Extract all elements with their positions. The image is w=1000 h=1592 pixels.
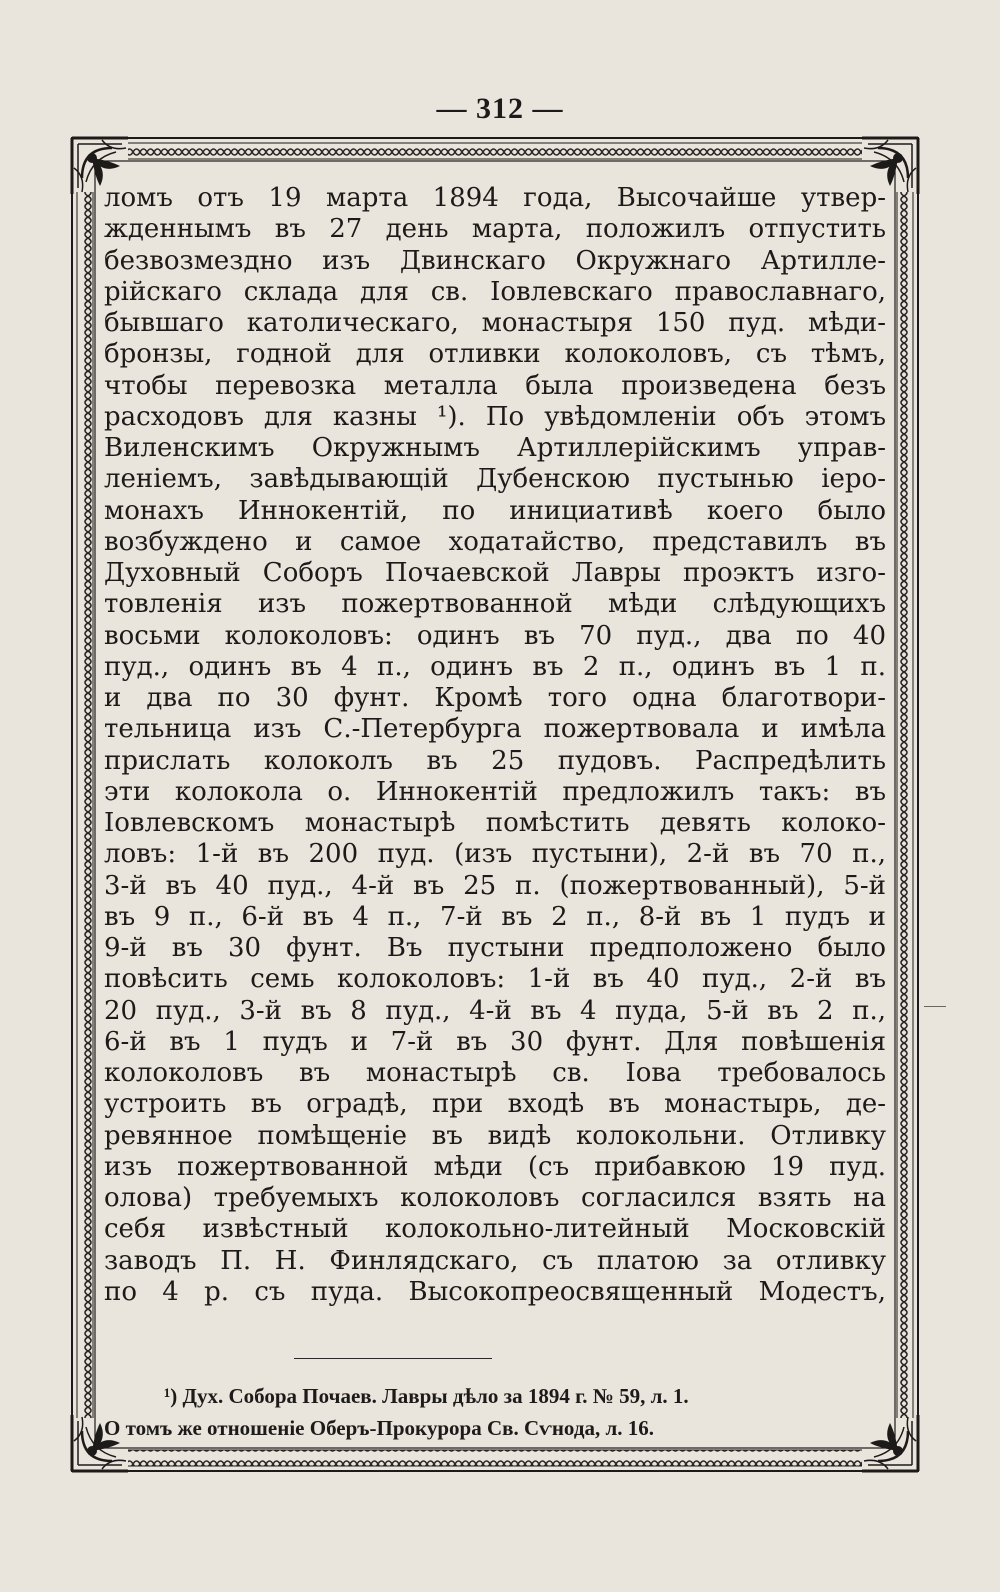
body-line: колоколовъ въ монастырѣ св. Іова требовалось [104, 1058, 886, 1088]
body-line: Виленскимъ Окружнымъ Артиллерійскимъ управ- [104, 433, 886, 463]
body-line: монахъ Иннокентій, по инициативѣ коего было [104, 495, 886, 526]
body-line: устроить въ оградѣ, при входѣ въ монастырь, де- [104, 1089, 886, 1120]
body-line: 9-й въ 30 фунт. Въ пустыни предположено было [104, 933, 886, 963]
body-line: леніемъ, завѣдывающій Дубенскою пустынью іеро- [104, 464, 886, 495]
margin-mark [924, 1006, 946, 1007]
body-line: 6-й въ 1 пудъ и 7-й въ 30 фунт. Для повѣшенія [104, 1026, 886, 1057]
body-line: товленія изъ пожертвованной мѣди слѣдующихъ [104, 589, 886, 620]
body-line: прислать колоколъ въ 25 пудовъ. Распредѣлить [104, 745, 886, 776]
body-line: рійскаго склада для св. Іовлевскаго православнаго, [104, 276, 886, 307]
body-line: бывшаго католическаго, монастыря 150 пуд. мѣди- [104, 308, 886, 338]
body-line: тельница изъ С.-Петербурга пожертвовала и имѣла [104, 714, 886, 745]
body-line: пуд., одинъ въ 4 п., одинъ въ 2 п., одинъ въ 1 п. [104, 651, 886, 682]
body-line: олова) требуемыхъ колоколовъ согласился взять на [104, 1183, 886, 1213]
body-line: Духовный Соборъ Почаевской Лавры проэктъ изго- [104, 558, 886, 588]
body-line: эти колокола о. Иннокентій предложилъ такъ: въ [104, 776, 886, 807]
body-line: Іовлевскомъ монастырѣ помѣстить девять колоко- [104, 808, 886, 838]
body-line: жденнымъ въ 27 день марта, положилъ отпустить [104, 214, 886, 245]
body-line: безвозмездно изъ Двинскаго Окружнаго Артилле- [104, 245, 886, 276]
body-line: заводъ П. Н. Финлядскаго, съ платою за отливку [104, 1245, 886, 1276]
body-line: бронзы, годной для отливки колоколовъ, съ тѣмъ, [104, 339, 886, 370]
body-line: 3-й въ 40 пуд., 4-й въ 25 п. (пожертвованный), 5-й [104, 870, 886, 901]
body-line: чтобы перевозка металла была произведена безъ [104, 370, 886, 401]
body-line: повѣсить семь колоколовъ: 1-й въ 40 пуд., 2-й въ [104, 964, 886, 995]
body-line: изъ пожертвованной мѣди (съ прибавкою 19 пуд. [104, 1151, 886, 1182]
footnote-divider [294, 1358, 492, 1359]
body-line: ломъ отъ 19 марта 1894 года, Высочайше утвер- [104, 183, 886, 213]
footnote-line-1: ¹) Дух. Собора Почаев. Лавры дѣло за 1894 г. № 59, л. 1. [164, 1384, 689, 1408]
body-text [104, 183, 886, 1308]
body-line: по 4 р. съ пуда. Высокопреосвященный Модестъ, [104, 1276, 886, 1307]
footnote-line-2: О томъ же отношеніе Оберъ-Прокурора Св. Сѵнода, л. 16. [104, 1416, 654, 1440]
body-line: возбуждено и самое ходатайство, представилъ въ [104, 526, 886, 557]
body-line: и два по 30 фунт. Кромѣ того одна благотвори- [104, 683, 886, 713]
body-line: въ 9 п., 6-й въ 4 п., 7-й въ 2 п., 8-й въ 1 пудъ и [104, 901, 886, 932]
body-line: ловъ: 1-й въ 200 пуд. (изъ пустыни), 2-й въ 70 п., [104, 839, 886, 870]
body-line: ревянное помѣщеніе въ видѣ колокольни. Отливку [104, 1120, 886, 1151]
body-line: себя извѣстный колокольно-литейный Московскій [104, 1214, 886, 1245]
body-line: расходовъ для казны ¹). По увѣдомленіи объ этомъ [104, 401, 886, 432]
body-line: 20 пуд., 3-й въ 8 пуд., 4-й въ 4 пуда, 5-й въ 2 п., [104, 995, 886, 1026]
page-number: — 312 — [436, 92, 564, 125]
body-line: восьми колоколовъ: одинъ въ 70 пуд., два по 40 [104, 620, 886, 651]
footnotes [104, 1380, 886, 1444]
